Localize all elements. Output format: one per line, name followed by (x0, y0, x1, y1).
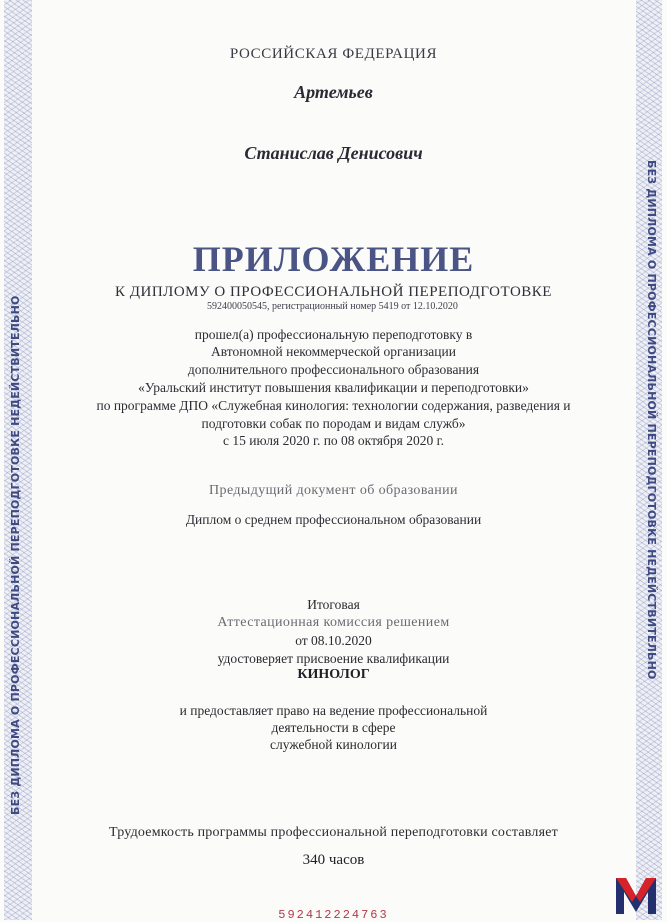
commission-label: Аттестационная комиссия решением (217, 615, 450, 630)
body-line: «Уральский институт повышения квалификации и переподготовки» (138, 380, 529, 395)
rights-line: деятельности в сфере (271, 720, 396, 735)
qualification-value: КИНОЛОГ (297, 667, 370, 682)
previous-document-value: Диплом о среднем профессиональном образовании (185, 512, 482, 527)
holder-surname: Артемьев (294, 82, 373, 102)
program-hours: 340 часов (302, 852, 365, 868)
certifies-label: удостоверяет присвоение квалификации (217, 651, 450, 666)
m-logo-icon (612, 872, 660, 916)
registration-number: 592400050545, регистрационный номер 5419 от 12.10.2020 (207, 301, 458, 312)
decision-date: от 08.10.2020 (295, 633, 372, 648)
body-line: с 15 июля 2020 г. по 08 октября 2020 г. (223, 433, 444, 448)
body-line: Автономной некоммерческой организации (211, 344, 456, 359)
body-line: подготовки собак по породам и видам служб» (201, 416, 466, 431)
body-line: по программе ДПО «Служебная кинология: технологии содержания, разведения и (96, 398, 571, 413)
country-heading: РОССИЙСКАЯ ФЕДЕРАЦИЯ (229, 46, 438, 62)
rights-line: и предоставляет право на ведение профессиональной (179, 703, 488, 718)
band-text-left: БЕЗ ДИПЛОМА О ПРОФЕССИОНАЛЬНОЙ ПЕРЕПОДГОТОВКЕ НЕДЕЙСТВИТЕЛЬНО (9, 295, 22, 815)
rights-line: служебной кинологии (270, 737, 397, 752)
final-label: Итоговая (307, 597, 360, 612)
serial-number: 592412224763 (278, 908, 389, 922)
band-text-right: БЕЗ ДИПЛОМА О ПРОФЕССИОНАЛЬНОЙ ПЕРЕПОДГОТОВКЕ НЕДЕЙСТВИТЕЛЬНО (645, 160, 658, 680)
document-title: ПРИЛОЖЕНИЕ (192, 239, 475, 279)
body-line: прошел(а) профессиональную переподготовку в (194, 327, 473, 342)
holder-given-names: Станислав Денисович (244, 143, 423, 163)
previous-document-label: Предыдущий документ об образовании (209, 483, 458, 498)
document-subtitle: К ДИПЛОМУ О ПРОФЕССИОНАЛЬНОЙ ПЕРЕПОДГОТОВКЕ (115, 284, 552, 300)
program-labor-label: Трудоемкость программы профессиональной переподготовки составляет (109, 825, 558, 840)
body-line: дополнительного профессионального образования (187, 362, 480, 377)
